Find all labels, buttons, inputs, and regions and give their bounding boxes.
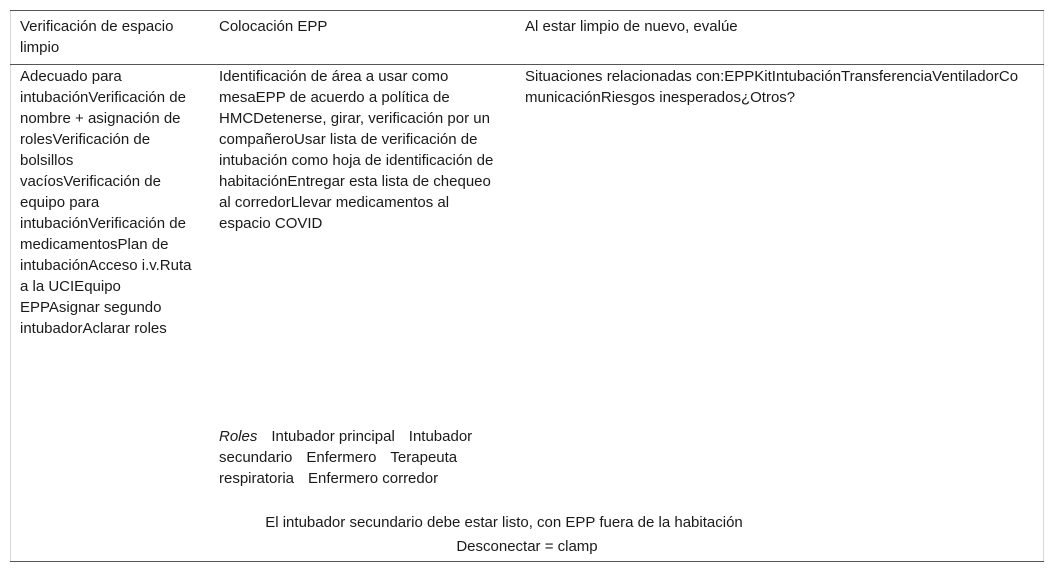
roles-block: [219, 426, 509, 489]
header-clean-space-check: Verificación de espacio limpio: [20, 18, 174, 56]
role-item: Terapeuta respiratoria: [219, 449, 458, 487]
header-reassess: Al estar limpio de nuevo, evalúe: [525, 18, 738, 35]
disconnect-clamp-note: Desconectar = clamp: [456, 538, 598, 555]
header-ppe-donning: Colocación EPP: [219, 18, 328, 35]
table-header-rule: [10, 64, 1044, 65]
role-item: Intubador secundario: [219, 428, 473, 466]
cell-ppe-items: Identificación de área a usar como mesaEPP de acuerdo a política de HMCDetenerse, girar, verificación por un compañeroUsar lista de verificación de intubación como hoja de identificación de habitaciónEntregar esta lista de chequeo al corredorLlevar medicamentos al espacio COVID: [219, 68, 494, 232]
role-item: Intubador principal: [271, 428, 395, 445]
cell-reassess-items: Situaciones relacionadas con:EPPKitIntubaciónTransferenciaVentiladorComunicaciónRiesgos inesperados¿Otros?: [525, 68, 1019, 106]
table-bottom-rule: [10, 561, 1044, 562]
table-top-rule: [10, 10, 1044, 11]
role-item: Enfermero corredor: [308, 470, 439, 487]
cell-clean-space-items: Adecuado para intubaciónVerificación de nombre + asignación de rolesVerificación de bolsillos vacíosVerificación de equipo para intubaciónVerificación de medicamentosPlan de intubaciónAcceso i.v.Ruta a la UCIEquipo EPPAsignar segundo intubadorAclarar roles: [20, 68, 192, 337]
role-item: Enfermero: [306, 449, 377, 466]
secondary-intubator-note: El intubador secundario debe estar listo, con EPP fuera de la habitación: [265, 514, 743, 531]
roles-label: Roles: [219, 428, 258, 445]
